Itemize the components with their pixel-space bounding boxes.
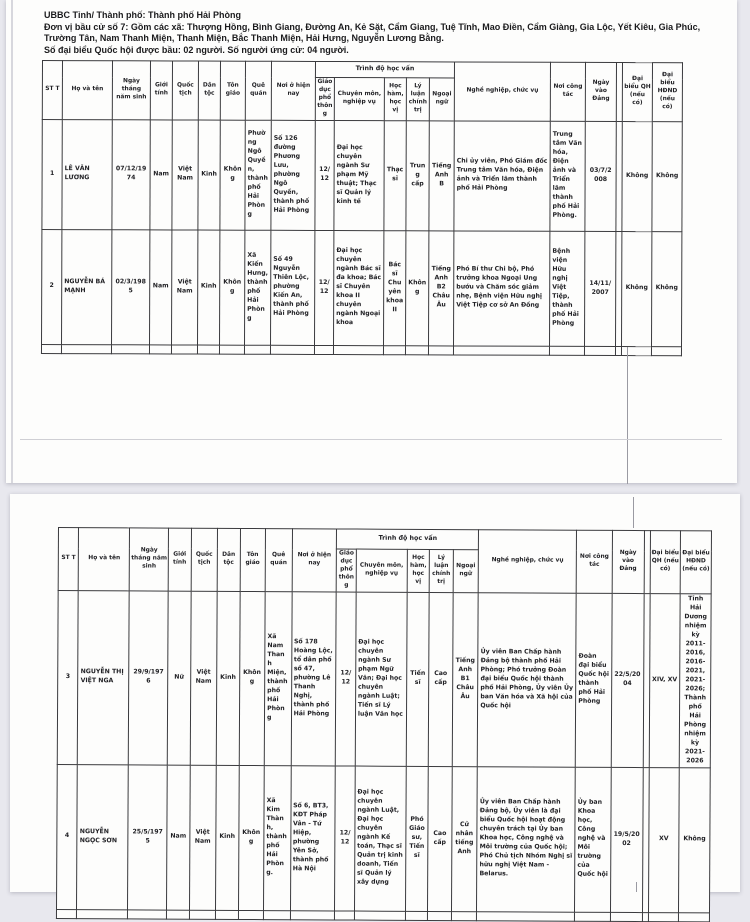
empty-cell (238, 910, 264, 919)
empty-cell (477, 911, 575, 921)
empty-cell (56, 909, 76, 918)
empty-cell (335, 911, 354, 920)
page-edge-line (11, 0, 13, 483)
candidate-table-1-wrap (41, 60, 683, 356)
cell-education: 12/12 (336, 592, 356, 766)
empty-row (41, 344, 681, 355)
empty-cell (314, 345, 333, 354)
cell-dob: 25/5/1975 (128, 764, 168, 909)
col-header-qualification: Chuyên môn, nghiệp vụ (356, 549, 407, 592)
cell-occupation: Ủy viên Ban Chấp hành Đảng bộ, Ủy viên là đại biểu Quốc hội hoạt động chuyên trách tại Ủy ban Khoa học, Công nghệ và Môi trường của Quốc hội; Phó Chủ tịch Nhóm Nghị sĩ hữu nghị Việt Nam - Belarus. (477, 766, 576, 912)
cell-party_date: 22/5/2004 (611, 593, 644, 767)
cell-party_date: 19/5/2002 (610, 767, 642, 912)
col-header-politics: Lý luận chính trị (406, 78, 429, 121)
scan-crease-line (633, 497, 634, 528)
cell-stt: 3 (57, 590, 78, 764)
cell-politics: Trung cấp (406, 121, 429, 231)
col-header-name: Họ và tên (79, 528, 130, 591)
empty-cell (679, 912, 710, 921)
cell-degree: Bác sĩ Chuyên khoa II (384, 231, 406, 346)
empty-cell (171, 345, 197, 354)
cell-gender: Nam (167, 765, 190, 910)
empty-cell (197, 345, 219, 354)
col-header-occupation: Nghề nghiệp, chức vụ (454, 62, 550, 121)
col-header-education-group: Trình độ học vấn (315, 61, 454, 77)
candidate-row (42, 119, 682, 231)
cell-education: 12/12 (315, 230, 334, 345)
cell-workplace: Đoàn đại biểu Quốc hội thành phố Hải Phòng (575, 593, 612, 767)
empty-cell (189, 910, 216, 919)
empty-cell (354, 911, 405, 920)
cell-religion: Không (220, 230, 245, 345)
cell-stt: 1 (42, 119, 62, 229)
candidate-table-2-wrap (56, 527, 712, 922)
col-header-degree: Học hàm, học vị (384, 78, 406, 121)
col-header-gender: Giới tính (150, 61, 172, 120)
col-header-religion: Tôn giáo (220, 61, 245, 120)
cell-dob: 29/9/1976 (129, 591, 169, 765)
col-header-party-date: Ngày vào Đảng (585, 62, 616, 121)
cell-workplace: Trung tâm Văn hóa, Điện ảnh và Triển lãm thành phố Hải Phòng. (550, 121, 585, 231)
col-header-education: Giáo dục phổ thông (337, 549, 357, 592)
scan-artifact-line (20, 439, 722, 440)
cell-occupation: Phó Bí thư Chi bộ, Phó trưởng khoa Ngoại Ung bướu và Chăm sóc giảm nhẹ, Bệnh viện Hữu nghị Việt Tiệp cơ sở An Đồng (454, 231, 550, 346)
cell-politics: Cao cấp (429, 592, 453, 766)
cell-qh: XIV, XV (649, 593, 681, 767)
cell-politics: Cao cấp (428, 766, 452, 911)
scanned-page-1 (6, 0, 737, 483)
cell-language: Tiếng Anh B (429, 121, 454, 231)
cell-politics: Không (406, 231, 429, 346)
col-header-qh: Đại biểu QH (nếu có) (622, 63, 652, 122)
col-header-gender: Giới tính (168, 528, 191, 591)
empty-cell (454, 346, 550, 355)
cell-ethnicity: Kinh (216, 765, 239, 910)
cell-qh: Không (622, 231, 652, 346)
cell-name: NGUYỄN BÁ MẠNH (62, 229, 112, 344)
cell-language: Tiếng Anh B1 Châu Âu (452, 592, 478, 766)
cell-occupation: Chi ủy viên, Phó Giám đốc Trung tâm Văn hóa, Điện ảnh và Triển lãm thành phố Hải Phòng (454, 121, 550, 231)
cell-name: NGUYỄN NGỌC SƠN (77, 764, 129, 909)
cell-qh: XV (648, 767, 679, 912)
col-header-language: Ngoại ngữ (453, 550, 479, 593)
cell-ethnicity: Kinh (198, 120, 220, 230)
cell-religion: Không (238, 765, 264, 910)
empty-cell (167, 910, 189, 919)
empty-cell (428, 911, 451, 920)
cell-education: 12/12 (335, 766, 355, 911)
col-header-ethnicity: Dân tộc (217, 528, 240, 591)
cell-hometown: Xã Nam Thanh Miện, thành phố Hải Phòng (264, 591, 291, 765)
candidate-row (42, 229, 682, 346)
cell-education: 12/12 (315, 120, 334, 230)
empty-cell (383, 346, 405, 355)
empty-cell (610, 912, 642, 921)
cell-religion: Không (239, 591, 265, 765)
col-header-stt: ST T (58, 528, 79, 591)
cell-degree: Tiến sĩ (406, 592, 429, 766)
cell-nationality: Việt Nam (172, 120, 198, 230)
cell-ethnicity: Kinh (198, 230, 220, 345)
col-header-dob: Ngày tháng năm sinh (130, 528, 169, 591)
empty-cell (405, 346, 428, 355)
scan-crease-line (636, 882, 637, 892)
cell-qualification: Đại học chuyên ngành Luật, Đại học chuyên ngành Kế toán, Thạc sĩ Quản trị kinh doanh, Tiến sĩ Quản lý xây dựng (354, 766, 406, 911)
empty-cell (219, 345, 244, 354)
empty-cell (652, 346, 682, 355)
cell-qualification: Đại học chuyên ngành Sư phạm Mỹ thuật; Thạc sĩ Quản lý kinh tế (334, 120, 384, 230)
cell-nationality: Việt Nam (172, 230, 198, 345)
col-header-nationality: Quốc tịch (172, 61, 198, 120)
cell-qh: Không (622, 121, 652, 231)
candidate-table-page2 (56, 527, 712, 922)
empty-cell (550, 346, 585, 355)
cell-hdnd: Không (652, 231, 682, 346)
empty-cell (61, 344, 111, 353)
col-header-qualification: Chuyên môn, nghiệp vụ (334, 78, 384, 121)
empty-cell (128, 909, 167, 918)
cell-stt: 4 (56, 764, 77, 909)
cell-religion: Không (220, 120, 245, 230)
col-header-hdnd: Đại biểu HĐND (nếu có) (652, 63, 682, 122)
empty-cell (244, 345, 270, 354)
document-header (44, 10, 734, 56)
candidate-row (56, 764, 710, 912)
header-line-counts: Số đại biểu Quốc hội được bầu: 02 người. Số người ứng cử: 04 người. (44, 44, 349, 55)
col-header-workplace: Nơi công tác (576, 530, 612, 593)
empty-cell (428, 346, 453, 355)
header-row-top (58, 528, 711, 551)
cell-hdnd: Không (679, 767, 711, 912)
empty-cell (290, 910, 335, 919)
empty-cell (648, 912, 679, 921)
cell-gender: Nam (150, 230, 172, 345)
col-header-education-group: Trình độ học vấn (337, 529, 479, 550)
cell-gender: Nữ (167, 591, 190, 765)
col-header-qh: Đại biểu QH (nếu có) (650, 531, 681, 594)
col-header-politics: Lý luận chính trị (429, 549, 453, 592)
col-header-party-date: Ngày vào Đảng (612, 530, 644, 593)
col-header-residence: Nơi ở hiện nay (271, 61, 315, 120)
candidate-row (57, 590, 711, 767)
cell-degree: Phó Giáo sư, Tiến sĩ (405, 766, 428, 911)
cell-hometown: Phường Ngô Quyền, thành phố Hải Phòng (245, 120, 271, 230)
header-line-unit: Đơn vị bầu cử số 7: Gồm các xã: Thượng Hồng, Bình Giang, Đường An, Kẻ Sặt, Cẩm Giang, Tuệ Tĩnh, Mao Điền, Cẩm Giàng, Gia Lộc, Yết Kiêu, Gia Phúc, Trường Tân, Nam Thanh Miện, Thanh Miện, Bắc Thanh Miện, Hải Hưng, Nguyễn Lương Bằng. (44, 21, 701, 43)
empty-cell (149, 345, 171, 354)
cell-ethnicity: Kinh (216, 591, 239, 765)
col-header-religion: Tôn giáo (240, 528, 266, 591)
cell-stt: 2 (42, 229, 62, 344)
cell-degree: Thạc sĩ (384, 121, 406, 231)
cell-language: Tiếng Anh B2 Châu Âu (429, 231, 454, 346)
col-header-education: Giáo dục phổ thông (315, 77, 334, 120)
header-row-top (42, 61, 682, 79)
cell-language: Cử nhân tiếng Anh (451, 766, 477, 911)
cell-residence: Số 126 đường Phương Lưu, phường Ngô Quyền, thành phố Hải Phòng (271, 120, 315, 230)
empty-cell (451, 911, 477, 920)
cell-residence: Số 6, BT3, KĐT Pháp Vân - Tứ Hiệp, phường Yên Sở, thành phố Hà Nội (290, 765, 336, 910)
cell-workplace: Bệnh viện Hữu nghị Việt Tiệp, thành phố Hải Phòng (550, 231, 585, 346)
scanned-page-2 (10, 494, 740, 892)
col-header-hometown: Quê quán (245, 61, 271, 120)
col-header-dob: Ngày tháng năm sinh (112, 61, 150, 120)
empty-cell (263, 910, 290, 919)
empty-cell (216, 910, 238, 919)
cell-qualification: Đại học chuyên ngành Sư phạm Ngữ Văn; Đại học chuyên ngành Luật; Tiến sĩ Lý luận Văn học (355, 592, 407, 766)
col-header-stt: ST T (42, 61, 62, 120)
cell-party_date: 03/7/2008 (585, 121, 616, 231)
cell-gender: Nam (150, 120, 172, 230)
empty-cell (575, 912, 611, 921)
col-header-workplace: Nơi công tác (550, 62, 585, 121)
col-header-residence: Nơi ở hiện nay (292, 529, 337, 592)
cell-dob: 07/12/1974 (112, 120, 150, 230)
col-header-occupation: Nghề nghiệp, chức vụ (478, 530, 576, 593)
col-header-hdnd: Đại biểu HĐND (nếu có) (680, 531, 711, 594)
col-header-degree: Học hàm, học vị (407, 549, 430, 592)
col-header-hometown: Quê quán (265, 529, 292, 592)
empty-cell (77, 909, 128, 918)
empty-cell (270, 345, 314, 354)
empty-cell (111, 345, 149, 354)
header-line-committee: UBBC Tỉnh/ Thành phố: Thành phố Hải Phòng (44, 10, 241, 20)
cell-nationality: Việt Nam (190, 591, 217, 765)
empty-cell (585, 346, 616, 355)
cell-party_date: 14/11/2007 (585, 231, 616, 346)
cell-residence: Số 178 Hoàng Lộc, tổ dân phố số 47, phường Lê Thanh Nghị, thành phố Hải Phòng (291, 592, 337, 766)
cell-dob: 02/3/1985 (112, 230, 150, 345)
cell-occupation: Ủy viên Ban Chấp hành Đảng bộ thành phố Hải Phòng; Phó trưởng Đoàn đại biểu Quốc hội thành phố Hải Phòng, Ủy viên Ủy ban Văn hóa và Xã hội của Quốc hội (478, 593, 577, 767)
empty-cell (405, 911, 427, 920)
cell-hometown: Xã Kim Thành, thành phố Hải Phòng. (264, 765, 291, 910)
cell-workplace: Ủy ban Khoa học, Công nghệ và Môi trường của Quốc hội (575, 767, 611, 912)
cell-residence: Số 49 Nguyễn Thiên Lộc, phường Kiến An, thành phố Hải Phòng (271, 230, 315, 345)
col-header-language: Ngoại ngữ (429, 78, 454, 121)
col-header-nationality: Quốc tịch (191, 528, 218, 591)
col-header-name: Họ và tên (62, 61, 112, 120)
empty-cell (333, 345, 383, 354)
cell-qualification: Đại học chuyên ngành Bác sĩ đa khoa; Bác sĩ Chuyên khoa II chuyên ngành Ngoại khoa (334, 230, 384, 345)
cell-name: LÊ VĂN LƯƠNG (62, 119, 112, 229)
scan-crease-line (627, 347, 628, 484)
col-header-ethnicity: Dân tộc (198, 61, 220, 120)
cell-name: NGUYỄN THỊ VIỆT NGA (78, 590, 130, 764)
cell-nationality: Việt Nam (189, 765, 216, 910)
cell-hometown: Xã Kiến Hưng, thành phố Hải Phòng (245, 230, 271, 345)
cell-hdnd: Tỉnh Hải Dương nhiệm kỳ 2011-2016, 2016-2021, 2021-2026; Thành phố Hải Phòng nhiệm kỳ 2021-2026 (679, 594, 711, 768)
candidate-table-page1 (41, 60, 683, 356)
cell-hdnd: Không (652, 121, 682, 231)
empty-cell (41, 344, 61, 353)
